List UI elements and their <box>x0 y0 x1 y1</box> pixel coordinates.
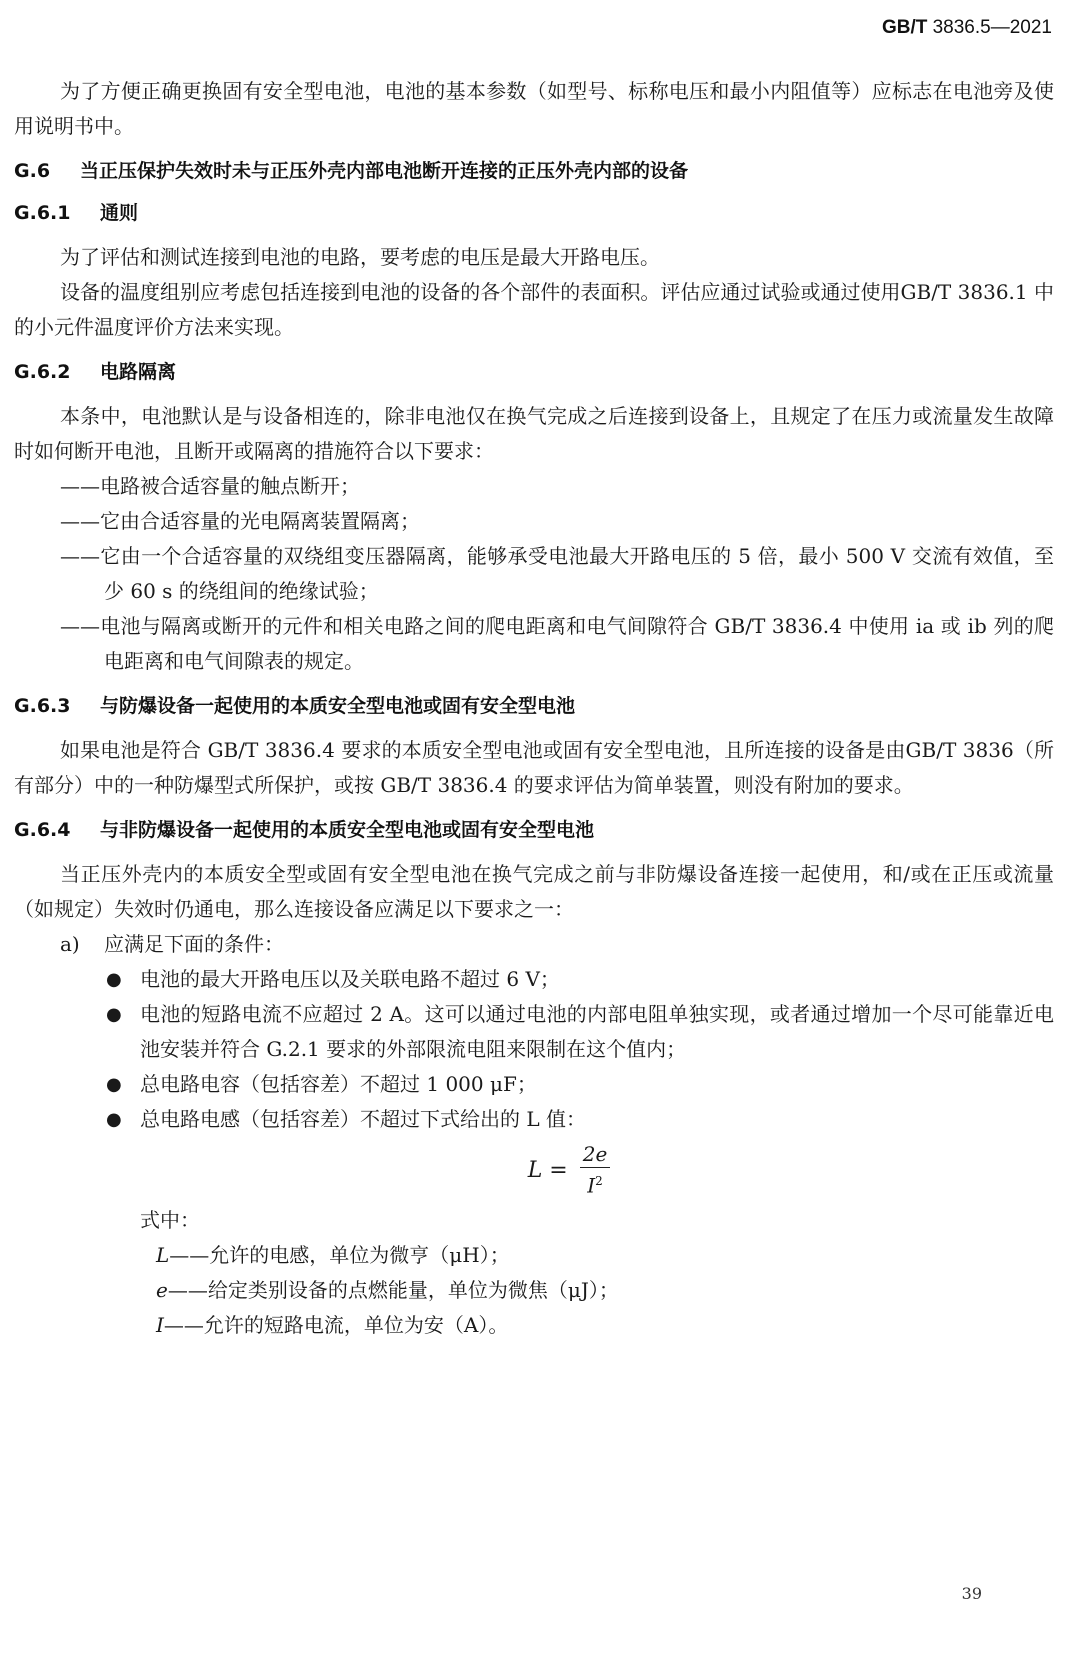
denominator-base: I <box>587 1173 596 1198</box>
bullet-icon: ● <box>106 1004 122 1025</box>
dash-list-item: ——电路被合适容量的触点断开； <box>60 474 360 498</box>
page-header <box>882 14 1052 42</box>
symbol: I <box>156 1313 164 1337</box>
bullet-text: 总电路电感（包括容差）不超过下式给出的 L 值： <box>140 1107 586 1131</box>
bullet-text: 电池的短路电流不应超过 2 A。这可以通过电池的内部电阻单独实现，或者通过增加一个尽可能靠近电池安装并符合 G.2.1 要求的外部限流电阻来限制在这个值内； <box>140 1002 1054 1061</box>
section-title: 通则 <box>100 202 139 224</box>
paragraph: 设备的温度组别应考虑包括连接到电池的设备的各个部件的表面积。评估应通过试验或通过使用GB/T 3836.1 中的小元件温度评价方法来实现。 <box>14 280 1054 339</box>
section-heading-g64 <box>14 815 1054 845</box>
section-number: G.6.3 <box>14 695 71 717</box>
section-number: G.6.1 <box>14 202 71 224</box>
symbol-description: ——给定类别设备的点燃能量，单位为微焦（μJ）； <box>167 1278 619 1302</box>
symbol: e <box>156 1278 168 1302</box>
section-heading-g6 <box>14 156 1054 186</box>
section-number: G.6.2 <box>14 361 71 383</box>
symbol-description: ——允许的短路电流，单位为安（A）。 <box>163 1313 509 1337</box>
paragraph: 本条中，电池默认是与设备相连的，除非电池仅在换气完成之后连接到设备上，且规定了在压力或流量发生故障时如何断开电池，且断开或隔离的措施符合以下要求： <box>14 404 1054 463</box>
bullet-icon: ● <box>106 1074 122 1095</box>
section-number: G.6.4 <box>14 819 71 841</box>
section-number: G.6 <box>14 160 51 182</box>
formula-fraction <box>580 1141 611 1199</box>
bullet-text: 电池的最大开路电压以及关联电路不超过 6 V； <box>140 967 560 991</box>
paragraph: 当正压外壳内的本质安全型或固有安全型电池在换气完成之前与非防爆设备连接一起使用，和/或在正压或流量（如规定）失效时仍通电，那么连接设备应满足以下要求之一： <box>14 862 1054 921</box>
inductance-formula <box>84 1141 1054 1199</box>
section-title: 电路隔离 <box>100 361 177 383</box>
denominator-exponent: 2 <box>595 1174 603 1189</box>
symbol: L <box>156 1243 170 1267</box>
dash-list-item: ——它由一个合适容量的双绕组变压器隔离，能够承受电池最大开路电压的 5 倍，最小 500 V 交流有效值，至少 60 s 的绕组间的绝缘试验； <box>60 544 1054 603</box>
formula-denominator <box>587 1168 603 1199</box>
bullet-list-item <box>14 962 1054 997</box>
bullet-list-item <box>14 997 1054 1067</box>
section-title: 与非防爆设备一起使用的本质安全型电池或固有安全型电池 <box>100 819 595 841</box>
standard-code: GB/T <box>881 17 928 38</box>
bullet-icon: ● <box>106 969 122 990</box>
bullet-text: 总电路电容（包括容差）不超过 1 000 μF； <box>140 1072 537 1096</box>
bullet-list-item <box>14 1067 1054 1102</box>
section-title: 当正压保护失效时未与正压外壳内部电池断开连接的正压外壳内部的设备 <box>80 160 689 182</box>
formula-numerator: 2e <box>580 1141 611 1168</box>
section-heading-g62 <box>14 357 1054 387</box>
section-heading-g61 <box>14 198 1054 228</box>
bullet-icon: ● <box>106 1109 122 1130</box>
symbol-description: ——允许的电感，单位为微亨（μH）； <box>169 1243 510 1267</box>
list-marker: a) <box>60 932 80 956</box>
section-heading-g63 <box>14 691 1054 721</box>
paragraph: 为了评估和测试连接到电池的电路，要考虑的电压是最大开路电压。 <box>60 245 660 269</box>
alpha-list-item <box>14 927 1054 962</box>
standard-number: 3836.5—2021 <box>932 17 1052 38</box>
symbol-definition <box>14 1273 1054 1308</box>
page-number: 39 <box>961 1584 982 1603</box>
dash-list-item: ——电池与隔离或断开的元件和相关电路之间的爬电距离和电气间隙符合 GB/T 3836.4 中使用 ia 或 ib 列的爬电距离和电气间隙表的规定。 <box>60 614 1054 673</box>
where-label: 式中： <box>140 1208 200 1232</box>
formula-lhs: L = <box>527 1157 568 1183</box>
symbol-definition <box>14 1238 1054 1273</box>
page-content <box>14 74 1054 1343</box>
symbol-definition <box>14 1308 1054 1343</box>
bullet-list-item <box>14 1102 1054 1137</box>
section-title: 与防爆设备一起使用的本质安全型电池或固有安全型电池 <box>100 695 576 717</box>
list-item-text: 应满足下面的条件： <box>104 932 284 956</box>
intro-paragraph: 为了方便正确更换固有安全型电池，电池的基本参数（如型号、标称电压和最小内阻值等）应标志在电池旁及使用说明书中。 <box>14 79 1054 138</box>
paragraph: 如果电池是符合 GB/T 3836.4 要求的本质安全型电池或固有安全型电池，且所连接的设备是由GB/T 3836（所有部分）中的一种防爆型式所保护，或按 GB/T 3836.4 的要求评估为简单装置，则没有附加的要求。 <box>14 738 1054 797</box>
dash-list-item: ——它由合适容量的光电隔离装置隔离； <box>60 509 420 533</box>
